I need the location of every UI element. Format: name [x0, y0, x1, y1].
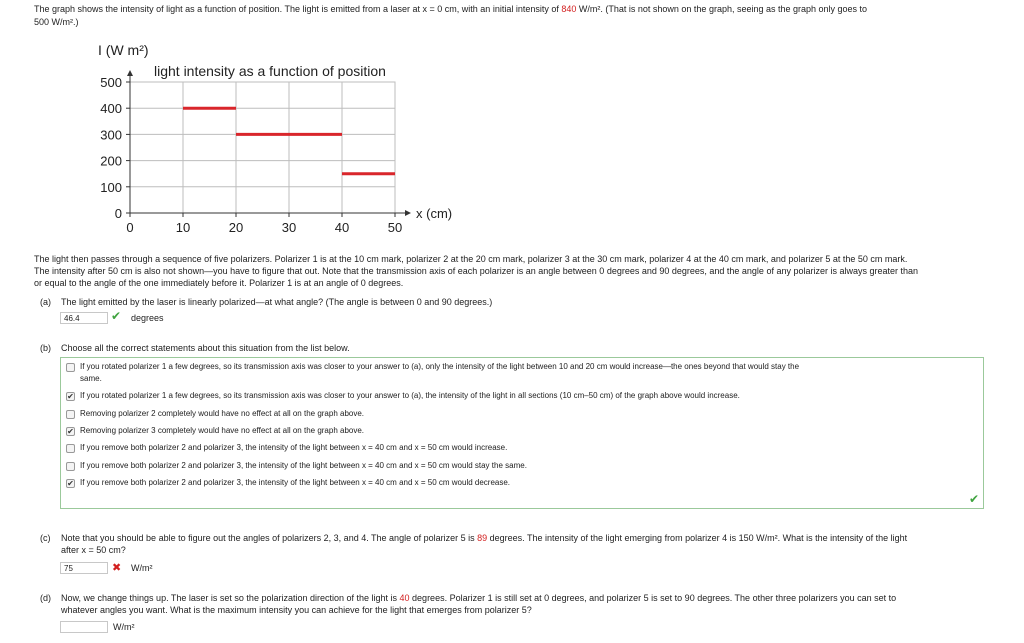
part-d-answer-input[interactable]	[60, 621, 108, 633]
chart-grid	[130, 82, 395, 213]
part-a-unit: degrees	[131, 313, 164, 323]
correct-check-icon: ✔	[968, 492, 979, 506]
problem-paragraph: The light then passes through a sequence of five polarizers. Polarizer 1 is at the 10 cm mark, polarizer 2 at the 20 cm mark, polarizer 3 at the 30 cm mark, polarizer 4 at the 40 cm mark, and polarizer 5 at the 50 cm mark. The intensity after 50 cm is also not shown—you have to figure that out. Note that the transmission axis of each polarizer is an angle between 0 degrees and 90 degrees, and the angle of any polarizer is always greater than or equal to the angle of the one immediately before it. Polarizer 1 is at an angle of 0 degrees.	[34, 254, 919, 288]
y-tick-label: 0	[114, 206, 122, 221]
intro-text-line2: 500 W/m².)	[34, 17, 79, 27]
y-tick-label: 200	[100, 153, 122, 169]
intro-text: The graph shows the intensity of light as a function of position. The light is emitted from a laser at x = 0 cm, with an initial intensity of 840 W/m². (That is not shown on the graph, seeing as the graph only goes to	[34, 4, 868, 14]
option-text: Removing polarizer 3 completely would have no effect at all on the graph above.	[80, 426, 365, 435]
intensity-chart	[70, 38, 490, 238]
option-text: If you remove both polarizer 2 and polarizer 3, the intensity of the light between x = 40 cm and x = 50 cm would decrease.	[80, 478, 511, 487]
chart-ticks	[100, 75, 402, 235]
option-text-continued: same.	[80, 374, 102, 383]
option-checkbox[interactable]: ✔	[67, 427, 74, 436]
chart-xlabel: x (cm)	[416, 206, 453, 221]
option-checkbox[interactable]	[66, 462, 75, 471]
x-tick-label: 40	[334, 220, 350, 235]
plot-frame	[130, 82, 395, 213]
x-tick-label: 10	[175, 220, 191, 235]
chart-axes	[127, 70, 411, 216]
option-text: If you remove both polarizer 2 and polarizer 3, the intensity of the light between x = 40 cm and x = 50 cm would increase.	[80, 443, 508, 452]
polarizer5-angle: 89	[477, 533, 488, 543]
part-a-answer-input[interactable]: 46.4	[60, 312, 108, 324]
y-axis-arrow	[127, 70, 133, 76]
laser-polarization-angle: 40	[399, 593, 410, 603]
y-tick-label: 400	[100, 101, 122, 117]
part-c-answer-input[interactable]: 75	[60, 562, 108, 574]
option-checkbox[interactable]: ✔	[67, 392, 74, 401]
x-tick-label: 50	[387, 220, 403, 235]
option-checkbox[interactable]	[66, 410, 75, 419]
correct-check-icon: ✔	[111, 309, 122, 323]
initial-intensity: 840	[561, 4, 577, 14]
option-checkbox[interactable]: ✔	[67, 479, 74, 488]
option-checkbox[interactable]	[66, 444, 75, 453]
y-tick-label: 500	[100, 75, 122, 90]
option-text: If you remove both polarizer 2 and polarizer 3, the intensity of the light between x = 40 cm and x = 50 cm would stay the same.	[80, 461, 527, 470]
part-b-question: Choose all the correct statements about this situation from the list below.	[61, 343, 350, 353]
x-tick-label: 30	[281, 220, 297, 235]
x-tick-label: 20	[228, 220, 244, 235]
part-c-question: Note that you should be able to figure out the angles of polarizers 2, 3, and 4. The angle of polarizer 5 is 89 degrees. The intensity of the light emerging from polarizer 4 is 150 W/m². What is the intensity of the light	[61, 533, 908, 543]
chart-ylabel: I (W m²)	[98, 42, 149, 58]
option-text: If you rotated polarizer 1 a few degrees, so its transmission axis was closer to your answer to (a), only the intensity of the light between 10 and 20 cm would increase—the ones beyond that would stay the	[80, 362, 800, 371]
y-tick-label: 100	[100, 179, 122, 195]
part-c-unit: W/m²	[131, 563, 153, 573]
incorrect-x-icon: ✖	[112, 562, 122, 574]
part-a-question: The light emitted by the laser is linearly polarized—at what angle? (The angle is between 0 and 90 degrees.)	[61, 297, 493, 307]
x-tick-label: 0	[126, 220, 134, 235]
option-checkbox[interactable]	[66, 363, 75, 372]
option-text: If you rotated polarizer 1 a few degrees, so its transmission axis was closer to your answer to (a), the intensity of the light in all sections (10 cm–50 cm) of the graph above would increase.	[80, 391, 740, 400]
part-d-unit: W/m²	[113, 622, 135, 632]
part-d-label: (d)	[40, 593, 51, 603]
part-d-question-line2: whatever angles you want. What is the maximum intensity you can achieve for the light that emerges from polarizer 5?	[61, 605, 532, 615]
part-b-label: (b)	[40, 343, 51, 353]
part-d-question: Now, we change things up. The laser is set so the polarization direction of the light is 40 degrees. Polarizer 1 is still set at 0 degrees, and polarizer 5 is set to 90 degrees. The other three polarizers you can set to	[61, 593, 897, 603]
x-axis-arrow	[405, 210, 411, 216]
chart-title: light intensity as a function of position	[154, 63, 386, 79]
part-c-question-line2: after x = 50 cm?	[61, 545, 126, 555]
part-a-label: (a)	[40, 297, 51, 307]
y-tick-label: 300	[100, 127, 122, 143]
option-text: Removing polarizer 2 completely would have no effect at all on the graph above.	[80, 409, 365, 418]
part-c-label: (c)	[40, 533, 51, 543]
